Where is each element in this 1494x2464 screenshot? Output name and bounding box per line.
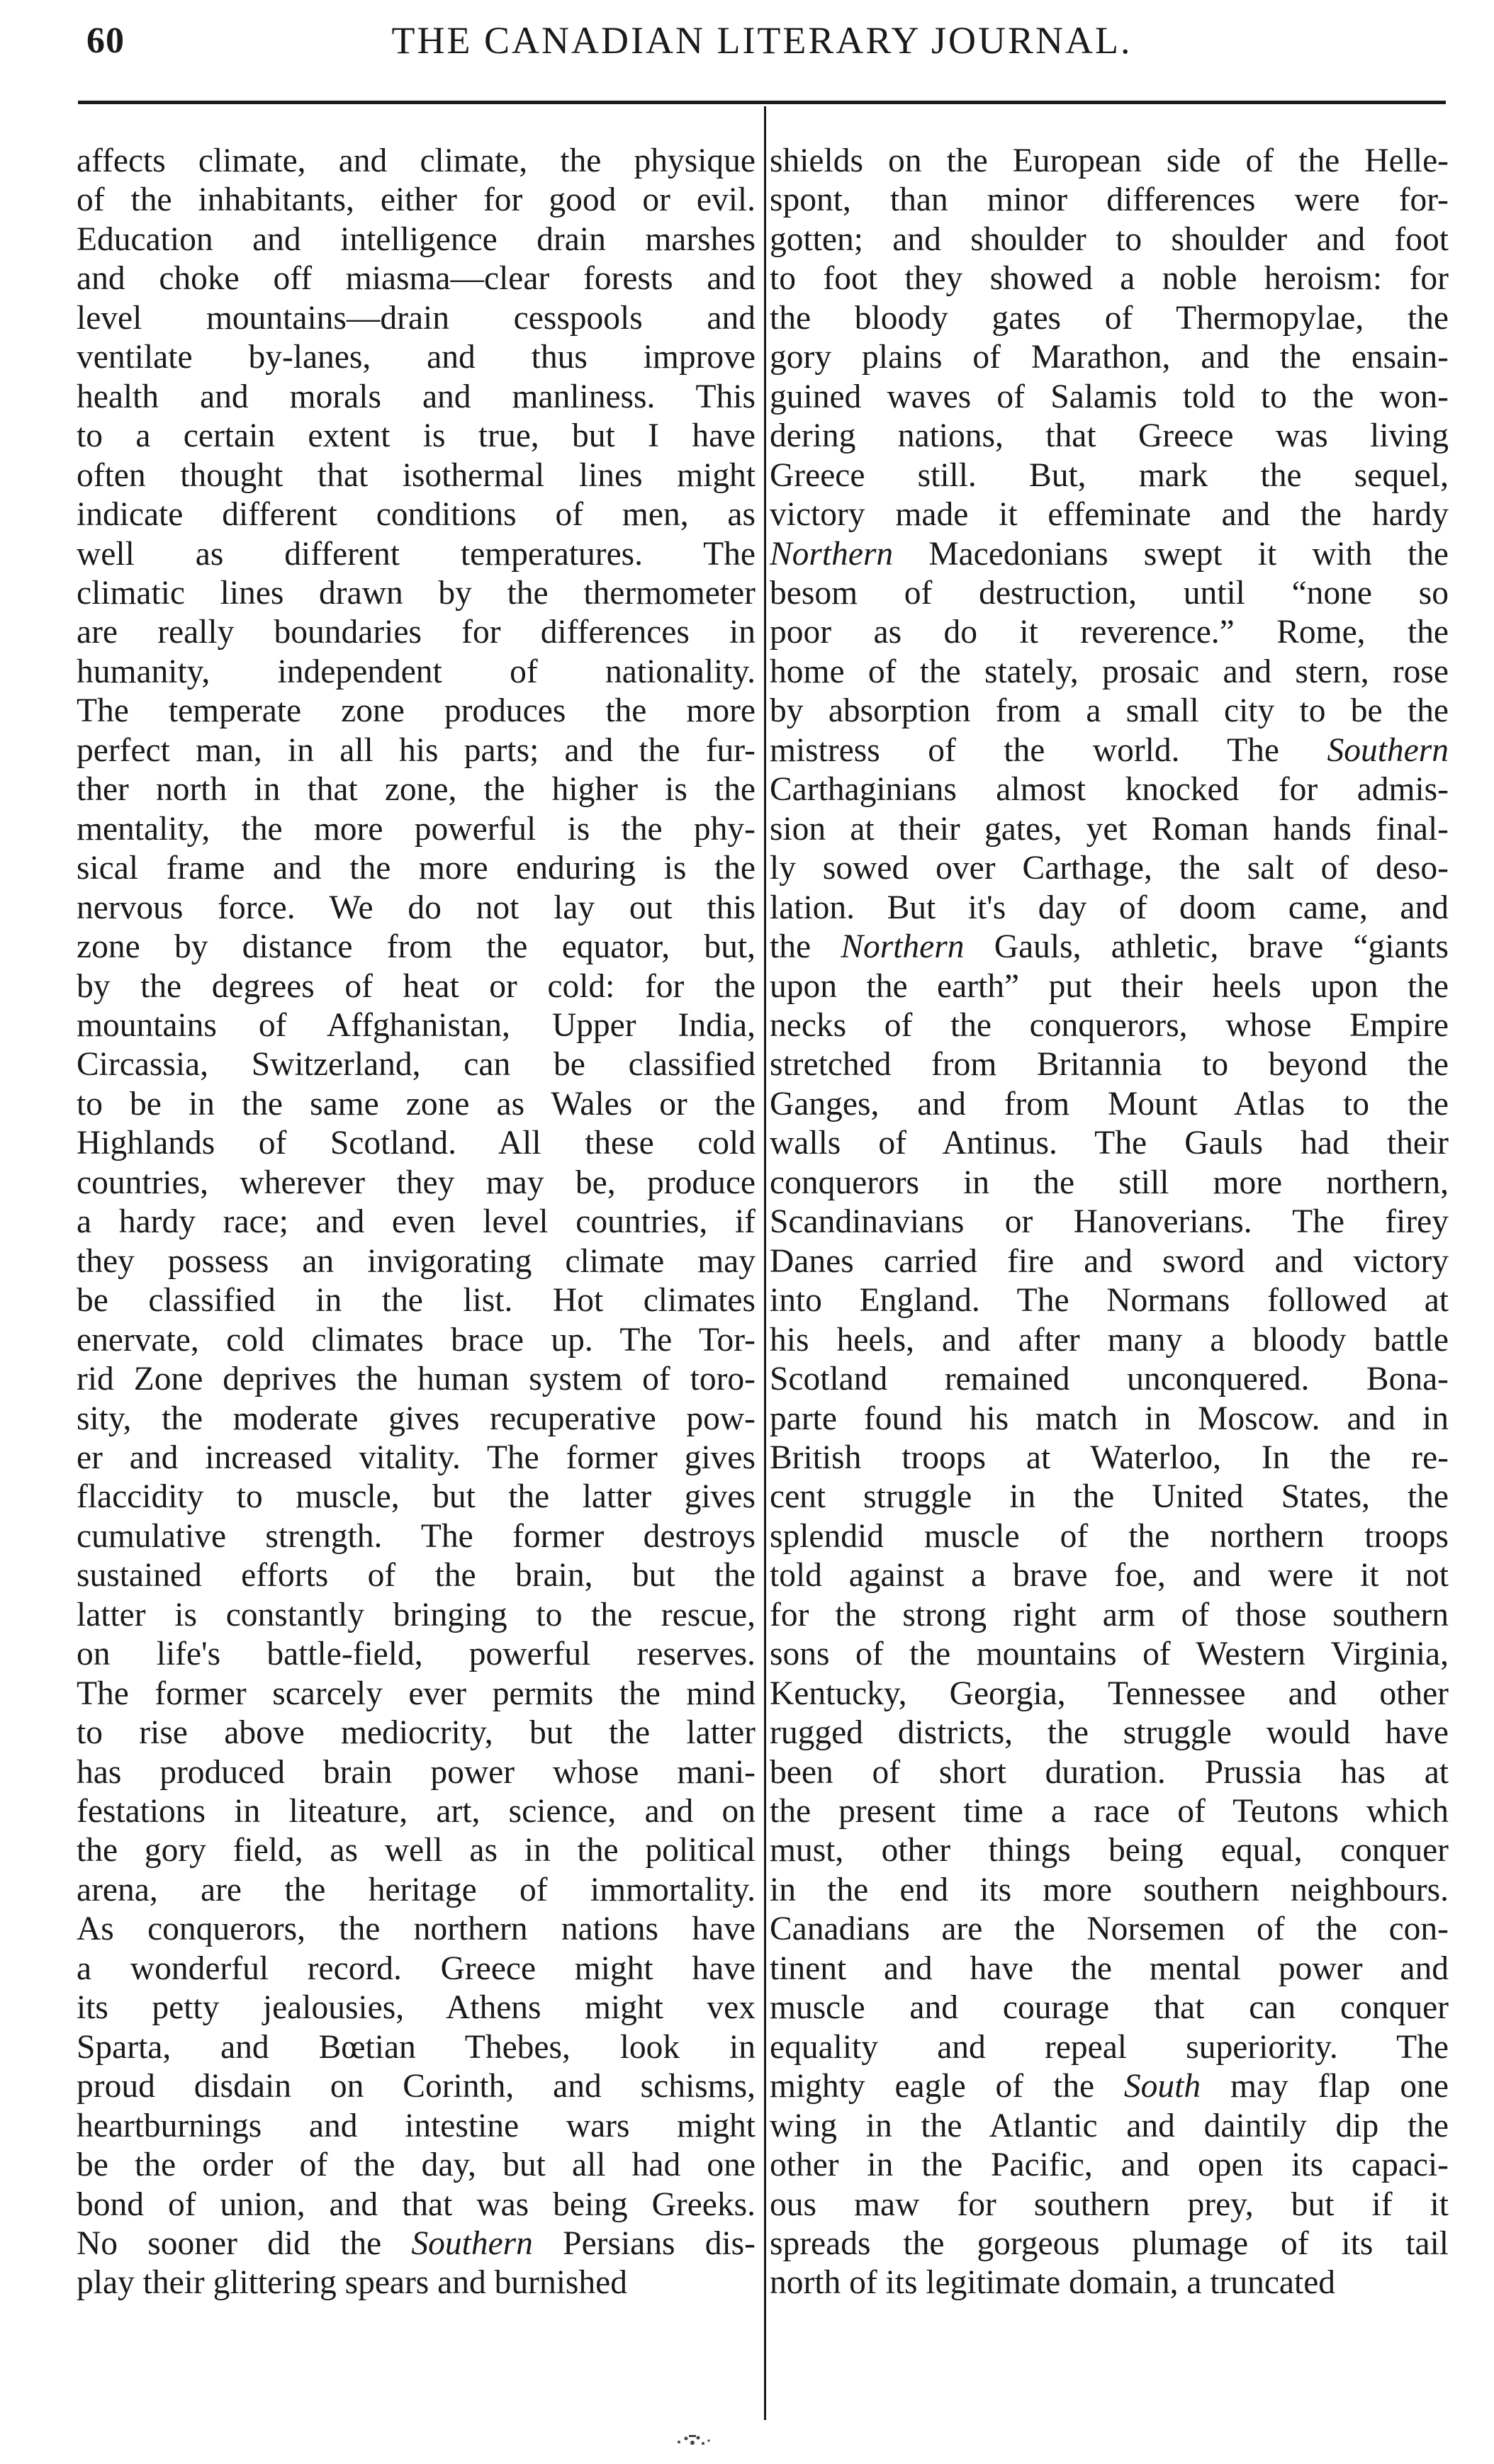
- left-column-line: has produced brain power whose mani-: [77, 1753, 756, 1791]
- right-column-line: for the strong right arm of those southern: [770, 1596, 1449, 1633]
- left-column-line: to a certain extent is true, but I have: [77, 417, 756, 455]
- right-column-line: rugged districts, the struggle would have: [770, 1714, 1449, 1752]
- right-column-line: Scandinavians or Hanoverians. The firey: [770, 1203, 1449, 1241]
- left-column-line: Sparta, and Bœtian Thebes, look in: [77, 2028, 756, 2066]
- right-column-line: spont, than minor differences were for-: [770, 181, 1449, 219]
- right-column-line: told against a brave foe, and were it not: [770, 1557, 1449, 1594]
- right-column-line: cent struggle in the United States, the: [770, 1478, 1449, 1516]
- right-column-line: wing in the Atlantic and daintily dip the: [770, 2107, 1449, 2144]
- right-column-line: [770, 928, 1449, 967]
- right-column-line: spreads the gorgeous plumage of its tail: [770, 2225, 1449, 2263]
- header-rule: [78, 101, 1446, 104]
- right-column-line: the present time a race of Teutons which: [770, 1793, 1449, 1830]
- right-column-line: walls of Antinus. The Gauls had their: [770, 1125, 1449, 1162]
- left-column-line: health and morals and manliness. This: [77, 378, 756, 415]
- right-column-line: conquerors in the still more northern,: [770, 1164, 1449, 1201]
- left-column-line: heartburnings and intestine wars might: [77, 2107, 756, 2144]
- right-column-line: necks of the conquerors, whose Empire: [770, 1006, 1449, 1044]
- right-column-line: Scotland remained unconquered. Bona-: [770, 1361, 1449, 1398]
- left-column-line: level mountains—drain cesspools and: [77, 299, 756, 337]
- right-column-line: Greece still. But, mark the sequel,: [770, 456, 1449, 494]
- left-column-line: arena, are the heritage of immortality.: [77, 1871, 756, 1908]
- right-column-line: victory made it effeminate and the hardy: [770, 496, 1449, 534]
- right-column-line: Ganges, and from Mount Atlas to the: [770, 1085, 1449, 1123]
- left-column-line: to be in the same zone as Wales or the: [77, 1085, 756, 1123]
- right-column-line: into England. The Normans followed at: [770, 1282, 1449, 1320]
- right-column-line: by absorption from a small city to be the: [770, 692, 1449, 730]
- right-column-line: stretched from Britannia to beyond the: [770, 1046, 1449, 1084]
- left-column-line: ther north in that zone, the higher is the: [77, 771, 756, 809]
- right-column-line: north of its legitimate domain, a truncated: [770, 2264, 1336, 2302]
- right-column-line: home of the stately, prosaic and stern, rose: [770, 653, 1449, 690]
- right-column-line: tinent and have the mental power and: [770, 1950, 1449, 1987]
- left-column-line: sical frame and the more enduring is the: [77, 850, 756, 887]
- right-column-line: gory plains of Marathon, and the ensain-: [770, 339, 1449, 376]
- line-text: the: [770, 928, 841, 966]
- left-column-line: be the order of the day, but all had one: [77, 2147, 756, 2184]
- left-column-line: mountains of Affghanistan, Upper India,: [77, 1006, 756, 1044]
- left-column-line: a wonderful record. Greece might have: [77, 1950, 756, 1987]
- right-column-line: equality and repeal superiority. The: [770, 2028, 1449, 2066]
- italic-word: Southern: [1327, 731, 1449, 769]
- right-column-line: lation. But it's day of doom came, and: [770, 889, 1449, 926]
- right-column-line: to foot they showed a noble heroism: for: [770, 260, 1449, 298]
- line-text: mistress of the world. The: [770, 731, 1327, 769]
- left-column: [77, 142, 756, 2303]
- right-column-line: Canadians are the Norsemen of the con-: [770, 1911, 1449, 1948]
- right-column-line: Kentucky, Georgia, Tennessee and other: [770, 1675, 1449, 1712]
- page-header: [78, 14, 1446, 85]
- line-text: No sooner did the: [77, 2225, 412, 2263]
- right-column-line: shields on the European side of the Helle-: [770, 142, 1449, 179]
- left-column-line: be classified in the list. Hot climates: [77, 1282, 756, 1320]
- right-column-line: in the end its more southern neighbours.: [770, 1871, 1449, 1908]
- right-column: [770, 142, 1449, 2303]
- right-column-line: ous maw for southern prey, but if it: [770, 2185, 1449, 2223]
- left-column-line: festations in liteature, art, science, and on: [77, 1793, 756, 1830]
- left-column-line: a hardy race; and even level countries, if: [77, 1203, 756, 1241]
- left-column-line: often thought that isothermal lines might: [77, 456, 756, 494]
- right-column-line: sons of the mountains of Western Virginia,: [770, 1636, 1449, 1673]
- left-column-line: bond of union, and that was being Greeks.: [77, 2185, 756, 2223]
- line-text: mighty eagle of the: [770, 2068, 1124, 2105]
- left-column-line: perfect man, in all his parts; and the fur-: [77, 731, 756, 769]
- left-column-line: rid Zone deprives the human system of toro-: [77, 1361, 756, 1398]
- left-column-line: well as different temperatures. The: [77, 535, 756, 573]
- right-column-line: besom of destruction, until “none so: [770, 574, 1449, 612]
- running-title: THE CANADIAN LITERARY JOURNAL.: [391, 19, 1133, 62]
- left-column-line: on life's battle-field, powerful reserves.: [77, 1636, 756, 1673]
- left-column-line: The former scarcely ever permits the mind: [77, 1675, 756, 1712]
- left-column-line: humanity, independent of nationality.: [77, 653, 756, 690]
- left-column-line: The temperate zone produces the more: [77, 692, 756, 730]
- left-column-line: proud disdain on Corinth, and schisms,: [77, 2068, 756, 2105]
- left-column-line: zone by distance from the equator, but,: [77, 928, 756, 966]
- italic-word: South: [1123, 2068, 1201, 2105]
- left-column-line: mentality, the more powerful is the phy-: [77, 810, 756, 848]
- right-column-line: sion at their gates, yet Roman hands final-: [770, 810, 1449, 848]
- left-column-line: Highlands of Scotland. All these cold: [77, 1125, 756, 1162]
- right-column-line: Carthaginians almost knocked for admis-: [770, 771, 1449, 809]
- left-column-line: Education and intelligence drain marshes: [77, 220, 756, 258]
- left-column-line: by the degrees of heat or cold: for the: [77, 967, 756, 1005]
- left-column-line: of the inhabitants, either for good or evil.: [77, 181, 756, 219]
- page-number: 60: [86, 21, 125, 61]
- right-column-line: [770, 2067, 1449, 2106]
- left-column-line: er and increased vitality. The former gives: [77, 1439, 756, 1476]
- line-text: Macedonians swept it with the: [893, 535, 1449, 573]
- left-column-line: to rise above mediocrity, but the latter: [77, 1714, 756, 1752]
- left-column-line: nervous force. We do not lay out this: [77, 889, 756, 926]
- right-column-line: the bloody gates of Thermopylae, the: [770, 299, 1449, 337]
- left-column-line: climatic lines drawn by the thermometer: [77, 574, 756, 612]
- right-column-line: [770, 731, 1449, 770]
- right-column-line: other in the Pacific, and open its capaci-: [770, 2147, 1449, 2184]
- italic-word: Northern: [770, 535, 894, 573]
- left-column-line: are really boundaries for differences in: [77, 614, 756, 651]
- left-column-line: and choke off miasma—clear forests and: [77, 260, 756, 298]
- left-column-line: Circassia, Switzerland, can be classified: [77, 1046, 756, 1084]
- right-column-line: his heels, and after many a bloody battle: [770, 1321, 1449, 1358]
- line-text: Persians dis-: [532, 2225, 756, 2263]
- left-column-line: they possess an invigorating climate may: [77, 1242, 756, 1280]
- left-column-line: ventilate by-lanes, and thus improve: [77, 339, 756, 376]
- column-divider: [764, 106, 766, 2420]
- left-column-line: affects climate, and climate, the physique: [77, 142, 756, 179]
- right-column-line: guined waves of Salamis told to the won-: [770, 378, 1449, 415]
- right-column-line: upon the earth” put their heels upon the: [770, 967, 1449, 1005]
- left-column-line: flaccidity to muscle, but the latter gives: [77, 1478, 756, 1516]
- italic-word: Southern: [411, 2225, 533, 2263]
- right-column-line: muscle and courage that can conquer: [770, 1989, 1449, 2027]
- printer-ornament: [669, 2428, 719, 2452]
- right-column-line: splendid muscle of the northern troops: [770, 1517, 1449, 1555]
- left-column-line: indicate different conditions of men, as: [77, 496, 756, 534]
- left-column-line: countries, wherever they may be, produce: [77, 1164, 756, 1201]
- right-column-line: been of short duration. Prussia has at: [770, 1753, 1449, 1791]
- left-column-line: sity, the moderate gives recuperative pow-: [77, 1400, 756, 1437]
- right-column-line: poor as do it reverence.” Rome, the: [770, 614, 1449, 651]
- italic-word: Northern: [841, 928, 965, 966]
- line-text: may flap one: [1201, 2068, 1449, 2105]
- left-column-line: its petty jealousies, Athens might vex: [77, 1989, 756, 2027]
- left-column-line: enervate, cold climates brace up. The Tor-: [77, 1321, 756, 1358]
- left-column-line: play their glittering spears and burnished: [77, 2264, 627, 2302]
- right-column-line: must, other things being equal, conquer: [770, 1832, 1449, 1869]
- line-text: Gauls, athletic, brave “giants: [964, 928, 1449, 966]
- right-column-line: parte found his match in Moscow. and in: [770, 1400, 1449, 1437]
- right-column-line: Danes carried fire and sword and victory: [770, 1242, 1449, 1280]
- left-column-line: [77, 2224, 756, 2263]
- right-column-line: British troops at Waterloo, In the re-: [770, 1439, 1449, 1476]
- left-column-line: sustained efforts of the brain, but the: [77, 1557, 756, 1594]
- right-column-line: [770, 535, 1449, 574]
- left-column-line: cumulative strength. The former destroys: [77, 1517, 756, 1555]
- left-column-line: As conquerors, the northern nations have: [77, 1911, 756, 1948]
- left-column-line: the gory field, as well as in the political: [77, 1832, 756, 1869]
- right-column-line: gotten; and shoulder to shoulder and foot: [770, 220, 1449, 258]
- left-column-line: latter is constantly bringing to the rescue,: [77, 1596, 756, 1633]
- right-column-line: ly sowed over Carthage, the salt of deso-: [770, 850, 1449, 887]
- right-column-line: dering nations, that Greece was living: [770, 417, 1449, 455]
